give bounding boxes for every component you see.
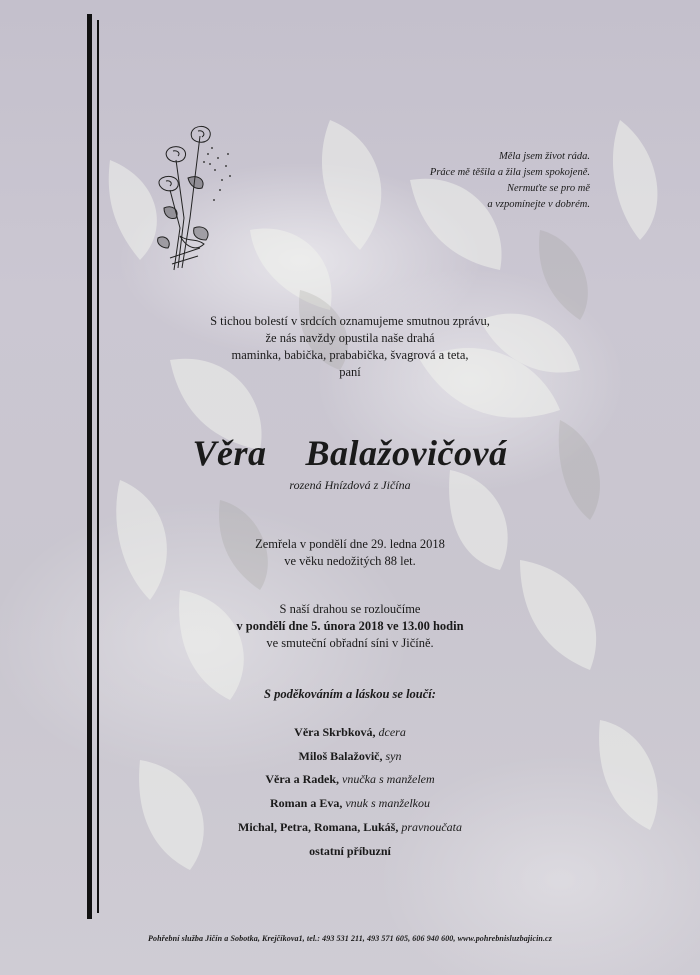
mourner-name: Věra Skrbková, [294, 725, 376, 739]
farewell-line: S naší drahou se rozloučíme [279, 602, 421, 616]
intro-line: paní [339, 365, 361, 379]
mourner-relation: vnučka s manželem [342, 772, 435, 787]
mourner-row [0, 721, 700, 745]
mourner-name: Miloš Balažovič, [298, 748, 383, 763]
intro-line: maminka, babička, prababička, švagrová a teta, [231, 348, 469, 362]
intro-line: že nás navždy opustila naše drahá [265, 331, 435, 345]
funeral-service-footer: Pohřební služba Jičín a Sobotka, Krejčíkova1, tel.: 493 531 211, 493 571 605, 606 940 600, www.pohrebnisluzbajicin.cz [148, 934, 552, 943]
mourners-heading: S poděkováním a láskou se loučí: [264, 687, 436, 701]
mourner-row [0, 745, 700, 769]
mourner-name: Michal, Petra, Romana, Lukáš, [238, 819, 399, 834]
mourner-row [0, 840, 700, 864]
intro-line: S tichou bolestí v srdcích oznamujeme smutnou zprávu, [210, 314, 490, 328]
memorial-quote [380, 149, 590, 213]
announcement-intro [0, 313, 700, 381]
mourner-relation: syn [385, 748, 402, 763]
quote-line: Nermuťte se pro mě [506, 183, 590, 194]
quote-line: a vzpomínejte v dobrém. [487, 199, 590, 210]
rose-sketch-icon [140, 118, 240, 283]
quote-line: Měla jsem život ráda. [499, 151, 590, 162]
funeral-location: ve smuteční obřadní síni v Jičíně. [266, 636, 434, 650]
death-notice [0, 536, 700, 570]
mourners-list [0, 721, 700, 863]
mourner-name: ostatní příbuzní [309, 843, 391, 858]
mourner-name: Věra a Radek, [265, 772, 340, 787]
funeral-details [0, 601, 700, 652]
mourner-relation: vnuk s manželkou [345, 796, 430, 811]
quote-line: Práce mě těšila a žila jsem spokojeně. [429, 167, 590, 178]
maiden-name: rozená Hnízdová z Jičína [289, 478, 411, 492]
mourner-name: Roman a Eva, [270, 796, 343, 811]
death-line: ve věku nedožitých 88 let. [284, 554, 416, 568]
funeral-date-time: v pondělí dne 5. února 2018 ve 13.00 hodin [236, 619, 464, 633]
deceased-name: Věra Balažovičová [192, 433, 508, 473]
mourner-row [0, 768, 700, 792]
mourner-relation: dcera [378, 725, 406, 739]
mourner-row [0, 792, 700, 816]
death-line: Zemřela v pondělí dne 29. ledna 2018 [255, 537, 445, 551]
mourner-row [0, 816, 700, 840]
mourner-relation: pravnoučata [401, 819, 462, 834]
